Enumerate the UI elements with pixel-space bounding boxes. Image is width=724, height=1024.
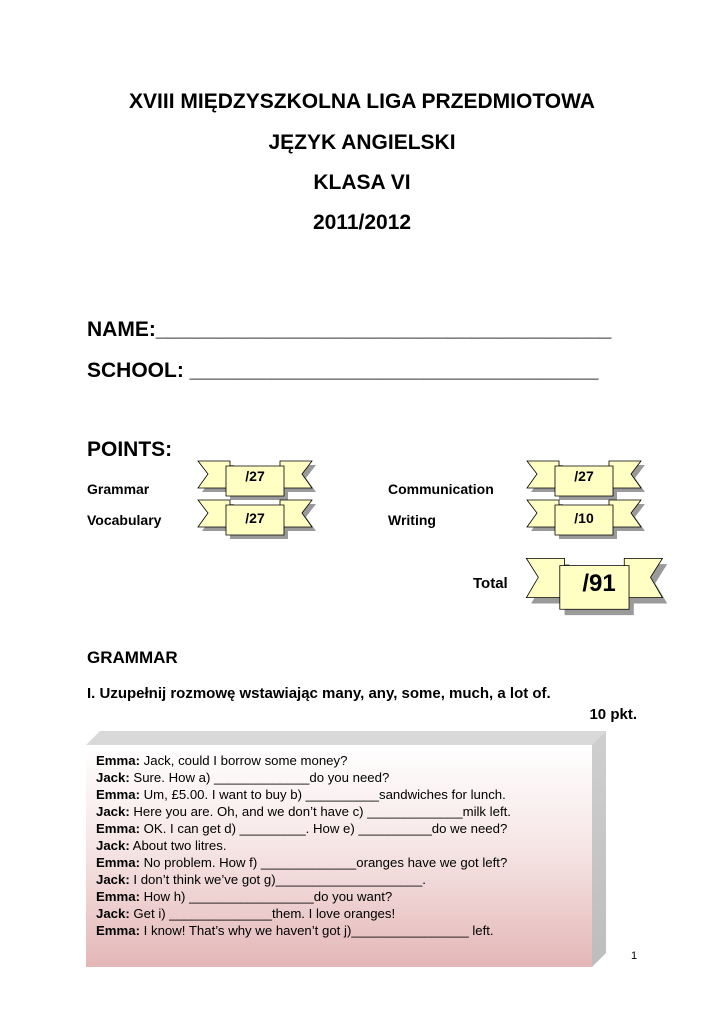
dialog-text: OK. I can get d) _________. How e) __________do we need? — [139, 821, 508, 836]
communication-score-badge — [525, 458, 649, 502]
dialog-text: About two litres. — [129, 838, 227, 853]
dialog-line — [96, 922, 582, 939]
points-heading: POINTS: — [87, 438, 173, 461]
grammar-score-badge — [196, 458, 320, 502]
dialog-text: Get i) ______________them. I love oranges! — [129, 906, 396, 921]
total-label: Total — [473, 575, 508, 592]
dialog-text: Jack, could I borrow some money? — [139, 753, 348, 768]
dialog-line — [96, 905, 582, 922]
writing-score: /10 — [574, 510, 594, 526]
writing-score-badge — [525, 497, 649, 541]
title-line-4: 2011/2012 — [312, 211, 412, 234]
dialog-speaker: Emma: — [96, 855, 140, 870]
grammar-score: /27 — [245, 468, 265, 484]
dialog-speaker: Emma: — [96, 787, 140, 802]
dialog-speaker: Jack: — [96, 770, 130, 785]
dialog-speaker: Emma: — [96, 753, 140, 768]
vocabulary-score: /27 — [245, 510, 265, 526]
dialog-line — [96, 769, 582, 786]
dialog-text: Here you are. Oh, and we don’t have c) _____________milk left. — [129, 804, 511, 819]
vocabulary-label: Vocabulary — [87, 512, 162, 528]
dialog-line — [96, 888, 582, 905]
exercise-instruction: I. Uzupełnij rozmowę wstawiając many, any, some, much, a lot of. — [87, 685, 551, 702]
grammar-heading: GRAMMAR — [87, 648, 178, 667]
title-line-2: JĘZYK ANGIELSKI — [268, 131, 456, 154]
total-score-badge — [524, 554, 672, 618]
dialog-speaker: Jack: — [96, 906, 130, 921]
exercise-points: 10 pkt. — [589, 706, 637, 723]
dialog-text: I know! That’s why we haven’t got j)________________ left. — [139, 923, 494, 938]
dialog-text: Um, £5.00. I want to buy b) __________sandwiches for lunch. — [139, 787, 506, 802]
dialog-line — [96, 752, 582, 769]
communication-score: /27 — [574, 468, 594, 484]
dialog-line — [96, 786, 582, 803]
dialog-speaker: Jack: — [96, 804, 130, 819]
dialog-line — [96, 837, 582, 854]
dialog-line — [96, 854, 582, 871]
dialog-line — [96, 871, 582, 888]
dialog-box-top-edge — [86, 731, 606, 745]
dialog-text: How h) _________________do you want? — [139, 889, 393, 904]
dialog-box — [86, 745, 592, 967]
school-field: SCHOOL: ___________________________________ — [87, 359, 599, 382]
title-line-1: XVIII MIĘDZYSZKOLNA LIGA PRZEDMIOTOWA — [129, 90, 595, 113]
vocabulary-score-badge — [196, 497, 320, 541]
dialog-speaker: Emma: — [96, 889, 140, 904]
title-line-3: KLASA VI — [313, 171, 411, 194]
grammar-label: Grammar — [87, 481, 150, 497]
dialog-line — [96, 820, 582, 837]
dialog-text: No problem. How f) _____________oranges have we got left? — [139, 855, 508, 870]
dialog-text: I don’t think we’ve got g)____________________. — [129, 872, 426, 887]
dialog-speaker: Jack: — [96, 838, 130, 853]
dialog-box-side-edge — [592, 731, 606, 967]
dialog-text: Sure. How a) _____________do you need? — [129, 770, 390, 785]
communication-label: Communication — [388, 481, 494, 497]
writing-label: Writing — [388, 512, 436, 528]
total-score: /91 — [582, 570, 616, 597]
dialog-speaker: Jack: — [96, 872, 130, 887]
name-field: NAME:_______________________________________ — [87, 318, 612, 341]
dialog-speaker: Emma: — [96, 923, 140, 938]
page-number: 1 — [631, 950, 638, 962]
dialog-speaker: Emma: — [96, 821, 140, 836]
dialog-line — [96, 803, 582, 820]
